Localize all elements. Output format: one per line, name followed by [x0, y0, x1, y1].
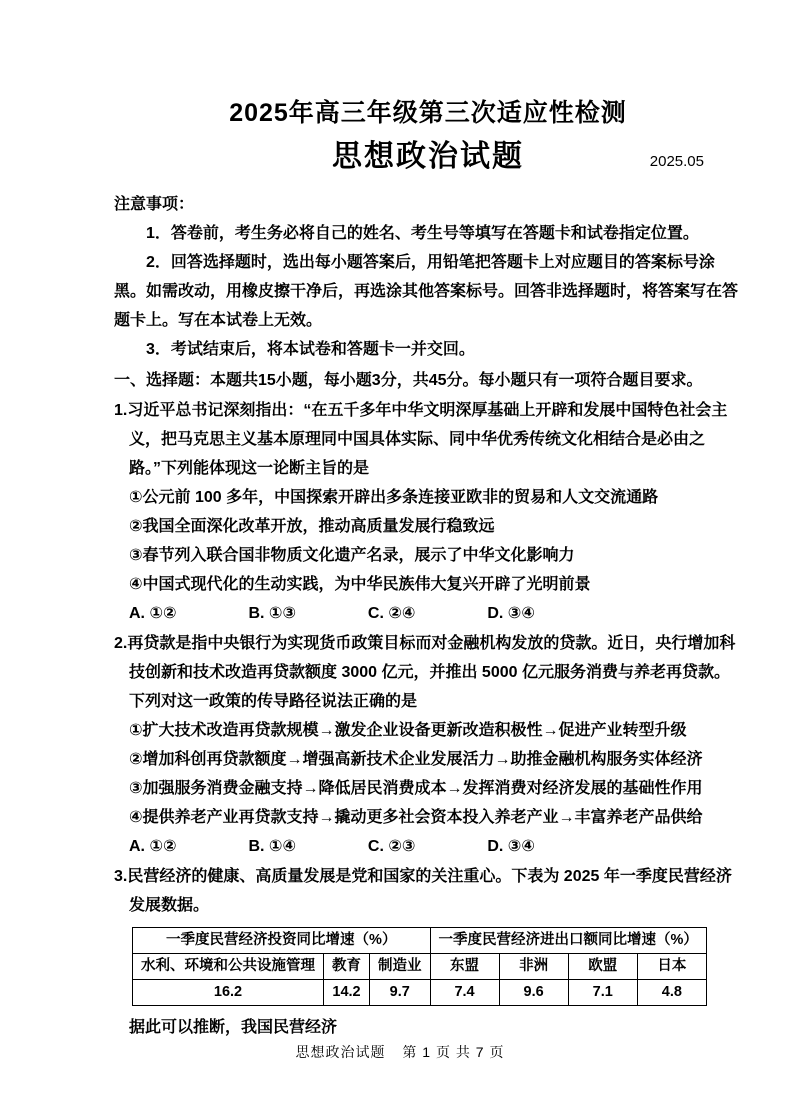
question-2-option-3: ③加强服务消费金融支持→降低居民消费成本→发挥消费对经济发展的基础性作用: [129, 780, 703, 797]
question-2-answer-b: B. ①④: [248, 838, 296, 855]
table-col-asean: 东盟: [430, 954, 499, 980]
table-value-education: 14.2: [324, 980, 370, 1006]
table-group-header-row: [133, 928, 707, 954]
question-1-answer-d: D. ③④: [487, 605, 535, 622]
question-2-answer-d: D. ③④: [487, 838, 535, 855]
question-1-answer-b: B. ①③: [248, 605, 296, 622]
exam-subtitle: 思想政治试题: [332, 140, 524, 173]
table-col-utilities: 水利、环境和公共设施管理: [133, 954, 324, 980]
question-2-answers: [114, 832, 742, 861]
table-value-japan: 4.8: [637, 980, 706, 1006]
table-value-utilities: 16.2: [133, 980, 324, 1006]
notes-section: [114, 190, 742, 364]
question-1-option-3: ③春节列入联合国非物质文化遗产名录，展示了中华文化影响力: [129, 547, 575, 564]
question-1: [114, 396, 742, 628]
table-col-manufacturing: 制造业: [370, 954, 431, 980]
question-2-answer-a: A. ①②: [129, 838, 177, 855]
table-col-eu: 欧盟: [568, 954, 637, 980]
section-heading: 一、选择题：本题共15小题，每小题3分，共45分。每小题只有一项符合题目要求。: [114, 372, 703, 389]
question-3: [114, 862, 742, 1042]
question-1-answer-a: A. ①②: [129, 605, 177, 622]
question-1-option-4: ④中国式现代化的生动实践，为中华民族伟大复兴开辟了光明前景: [129, 576, 591, 593]
table-value-asean: 7.4: [430, 980, 499, 1006]
table-group-header-investment: 一季度民营经济投资同比增速（%）: [133, 928, 431, 954]
exam-title: 2025年高三年级第三次适应性检测: [229, 99, 627, 127]
question-2-option-4: ④提供养老产业再贷款支持→撬动更多社会资本投入养老产业→丰富养老产品供给: [129, 809, 703, 826]
footer-doc-title: 思想政治试题: [295, 1044, 386, 1060]
exam-date: 2025.05: [649, 153, 704, 170]
notes-heading: 注意事项：: [114, 196, 195, 213]
note-item-3: 3．考试结束后，将本试卷和答题卡一并交回。: [146, 341, 475, 358]
table-group-header-trade: 一季度民营经济进出口额同比增速（%）: [430, 928, 706, 954]
question-1-answers: [114, 599, 742, 628]
question-1-answer-c: C. ②④: [367, 605, 416, 622]
exam-subtitle-row: [114, 136, 742, 180]
table-value-manufacturing: 9.7: [370, 980, 431, 1006]
question-2-option-2: ②增加科创再贷款额度→增强高新技术企业发展活力→助推金融机构服务实体经济: [129, 751, 703, 768]
question-2-option-1: ①扩大技术改造再贷款规模→激发企业设备更新改造积极性→促进产业转型升级: [129, 722, 687, 739]
question-2-stem: 2.再贷款是指中央银行为实现货币政策目标而对金融机构发放的贷款。近日，央行增加科技创新和技术改造再贷款额度 3000 亿元，并推出 5000 亿元服务消费与养老再贷款。下列对这一政策的传导路径说法正确的是: [114, 635, 736, 710]
table-column-header-row: [133, 954, 707, 980]
question-3-data-table: [132, 927, 707, 1006]
question-2-answer-c: C. ②③: [367, 838, 416, 855]
question-3-stem: 3.民营经济的健康、高质量发展是党和国家的关注重心。下表为 2025 年一季度民营经济发展数据。: [114, 868, 732, 914]
table-value-row: [133, 980, 707, 1006]
question-1-option-2: ②我国全面深化改革开放，推动高质量发展行稳致远: [129, 518, 495, 535]
footer-page-info: 第 1 页 共 7 页: [402, 1044, 505, 1060]
table-col-education: 教育: [324, 954, 370, 980]
note-item-1: 1．答卷前，考生务必将自己的姓名、考生号等填写在答题卡和试卷指定位置。: [146, 225, 699, 242]
page-footer: [0, 1038, 800, 1067]
question-3-followup: 据此可以推断，我国民营经济: [129, 1019, 338, 1036]
question-1-stem: 1.习近平总书记深刻指出：“在五千多年中华文明深厚基础上开辟和发展中国特色社会主义，把马克思主义基本原理同中国具体实际、同中华优秀传统文化相结合是必由之路。”下列能体现这一论断主旨的是: [114, 402, 728, 477]
table-col-japan: 日本: [637, 954, 706, 980]
question-1-option-1: ①公元前 100 多年，中国探索开辟出多条连接亚欧非的贸易和人文交流通路: [129, 489, 659, 506]
question-2: [114, 629, 742, 861]
note-item-2: 2．回答选择题时，选出每小题答案后，用铅笔把答题卡上对应题目的答案标号涂黑。如需改动，用橡皮擦干净后，再选涂其他答案标号。回答非选择题时，将答案写在答题卡上。写在本试卷上无效。: [114, 254, 739, 329]
table-value-eu: 7.1: [568, 980, 637, 1006]
table-col-africa: 非洲: [499, 954, 568, 980]
table-value-africa: 9.6: [499, 980, 568, 1006]
